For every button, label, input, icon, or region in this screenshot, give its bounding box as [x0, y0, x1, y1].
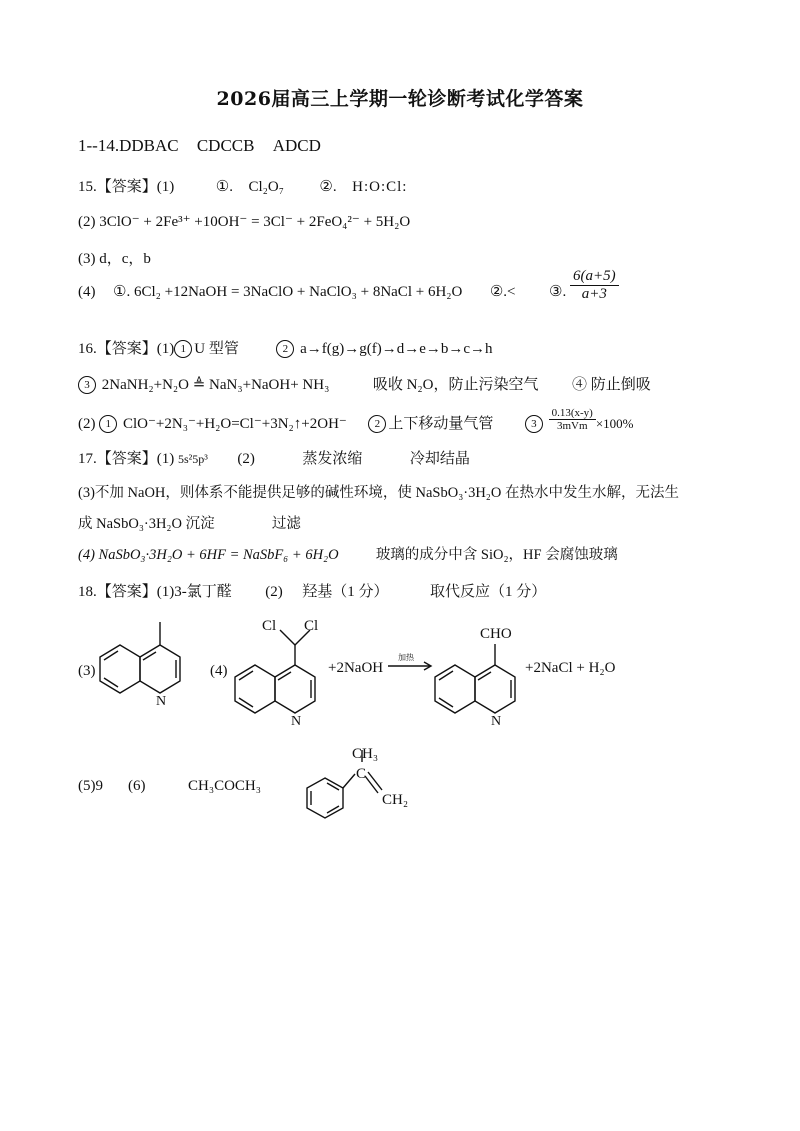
methylquinoline-structure	[100, 622, 180, 693]
q17-p4-eq: (4) NaSbO₃·3H₂O + 6HF = NaSbF₆ + 6H₂O	[78, 547, 339, 563]
q16-line3	[78, 407, 634, 433]
q18-p5: (5)9	[78, 778, 103, 794]
circled-number: 2	[368, 415, 386, 433]
q15-l2-eq: 3ClO⁻ + 2Fe³⁺ +10OH⁻ = 3Cl⁻ + 2FeO₄²⁻ + 5H₂O	[99, 214, 411, 230]
q18-line1	[78, 580, 546, 601]
nitrogen-atom: N	[291, 714, 302, 729]
mc-group-3: ADCD	[272, 136, 321, 155]
q15-fraction	[570, 268, 619, 303]
q16-c1-text: U 型管	[194, 341, 239, 357]
q16-frac-num: 0.13(x-y)	[549, 407, 596, 420]
q16-c3-text: 吸收 N₂O，防止污染空气	[372, 377, 539, 393]
q17-head: 17.【答案】(1)	[78, 451, 175, 467]
q15-l4-eq: 6Cl₂ +12NaOH = 3NaClO + NaClO₃ + 8NaCl + 6H₂O	[133, 284, 463, 300]
q16-fraction	[549, 407, 596, 432]
q17-p2: (2)	[237, 451, 255, 467]
mc-group-2: CDCCB	[196, 136, 255, 155]
electron-dot-formula: H:O:Cl:	[352, 179, 408, 195]
q16-frac-den: 3mVm	[556, 420, 588, 433]
reaction-arrow	[388, 662, 431, 670]
dichloromethylquinoline-structure	[235, 630, 315, 713]
mc-label: 1--14.	[78, 136, 120, 155]
q17-line1	[78, 447, 470, 468]
q16-c2-text: a→f(g)→g(f)→d→e→b→c→h	[300, 341, 493, 357]
q15-line1	[78, 175, 407, 196]
q15-p1-mark: ①.	[215, 179, 233, 195]
page-title: 2026届高三上学期一轮诊断考试化学答案	[216, 88, 584, 110]
q18-p6: (6)	[128, 778, 146, 794]
aldehyde-group: CHO	[480, 626, 512, 642]
q15-head: 15.【答案】(1)	[78, 179, 175, 195]
q15-p1-formula: Cl₂O₇	[248, 179, 284, 195]
q17-p3-line2b: 过滤	[271, 516, 301, 532]
q16-tail: ×100%	[595, 416, 634, 431]
structures-area	[0, 600, 800, 820]
methyl-group: CH₃	[352, 746, 379, 762]
q17-p3-line1: (3)不加 NaOH，则体系不能提供足够的碱性环境，使 NaSbO₃·3H₂O 在热水中发生水解，无法生	[78, 485, 679, 501]
q17-op1: 蒸发浓缩	[302, 451, 363, 467]
q17-config: 5s²5p³	[178, 452, 208, 466]
q16-line1	[78, 337, 493, 358]
q18-p2-b: 取代反应（1 分）	[430, 584, 547, 600]
q15-frac-den: a+3	[581, 286, 607, 303]
q15-line3: (3) d，c，b	[78, 251, 151, 267]
q17-p4-text: 玻璃的成分中含 SiO₂，HF 会腐蚀玻璃	[375, 547, 618, 563]
q17-p3-line2	[78, 512, 301, 533]
chlorine-a: Cl	[262, 618, 277, 634]
q18-p4-label: (4)	[210, 663, 228, 679]
circled-number: 3	[78, 376, 96, 394]
nitrogen-atom: N	[156, 694, 167, 709]
q17-p3-line2a: 成 NaSbO₃·3H₂O 沉淀	[78, 516, 215, 532]
quinolinecarbaldehyde-structure	[435, 644, 515, 713]
q15-l4-mark: ①.	[113, 284, 131, 300]
mc-answers	[78, 136, 321, 156]
q16-c4-text: ④ 防止倒吸	[571, 377, 651, 393]
q15-line2	[78, 212, 410, 231]
q18-p2-a: 羟基（1 分）	[302, 584, 389, 600]
q18-p2: (2)	[265, 584, 283, 600]
q16-p2-num: (2)	[78, 416, 96, 432]
reagent-naoh: +2NaOH	[328, 660, 384, 676]
chlorine-b: Cl	[304, 618, 319, 634]
nitrogen-atom: N	[491, 714, 502, 729]
q18-p3-label: (3)	[78, 663, 96, 679]
q15-frac-num: 6(a+5)	[570, 268, 619, 286]
methylene-group: CH₂	[382, 792, 409, 808]
q15-line4	[78, 268, 619, 303]
q16-p2c2-text: 上下移动量气管	[388, 416, 494, 432]
q15-l4-m2: ②.<	[489, 284, 516, 300]
q15-l2-num: (2)	[78, 214, 96, 230]
q18-p6-formula: CH₃COCH₃	[188, 778, 261, 794]
circled-number: 1	[174, 340, 192, 358]
reaction-products: +2NaCl + H₂O	[525, 660, 616, 676]
q16-c3-eq: 2NaNH₂+N₂O ≜ NaN₃+NaOH+ NH₃	[101, 377, 330, 393]
q15-l4-num: (4)	[78, 284, 96, 300]
q16-head: 16.【答案】(1)	[78, 341, 175, 357]
q17-op2: 冷却结晶	[409, 451, 470, 467]
q18-head: 18.【答案】(1)3-氯丁醛	[78, 584, 232, 600]
q17-p4	[78, 543, 618, 564]
circled-number: 2	[276, 340, 294, 358]
q15-l4-m3: ③.	[549, 284, 567, 300]
mc-group-1: DDBAC	[119, 136, 179, 155]
carbon-atom: C	[356, 766, 367, 782]
q16-line2	[78, 373, 651, 394]
circled-number: 3	[525, 415, 543, 433]
reaction-condition: 加热	[398, 653, 414, 662]
circled-number: 1	[99, 415, 117, 433]
q15-p2-mark: ②.	[319, 179, 337, 195]
q16-p2-eq: ClO⁻+2N₃⁻+H₂O=Cl⁻+3N₂↑+2OH⁻	[123, 416, 347, 432]
